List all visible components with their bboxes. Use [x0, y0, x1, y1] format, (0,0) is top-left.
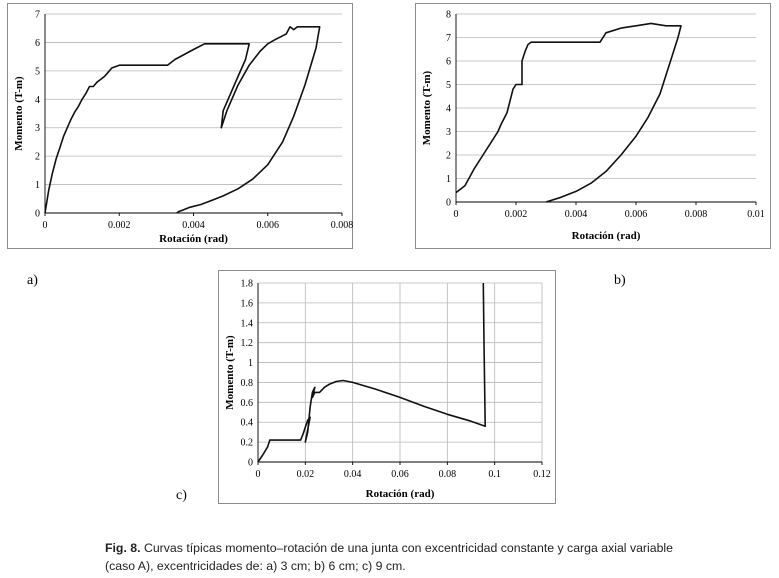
- x-axis-label: Rotación (rad): [159, 233, 228, 245]
- y-tick-label: 0.2: [240, 437, 253, 449]
- series-line: [45, 27, 320, 213]
- x-tick-label: 0: [255, 469, 261, 480]
- y-tick-label: 1: [446, 174, 451, 185]
- y-tick-label: 8: [446, 9, 451, 21]
- x-tick-label: 0.12: [533, 469, 551, 480]
- x-tick-label: 0.02: [296, 469, 315, 480]
- x-tick-label: 0.006: [256, 220, 279, 231]
- y-tick-label: 0.8: [240, 377, 253, 389]
- x-tick-label: 0.1: [488, 469, 501, 480]
- y-tick-label: 4: [35, 94, 40, 106]
- x-tick-label: 0: [42, 220, 48, 231]
- y-tick-label: 1.8: [240, 278, 253, 290]
- panel-letter-c: c): [176, 488, 187, 503]
- y-tick-label: 0.6: [240, 397, 253, 409]
- y-tick-label: 1: [35, 180, 40, 192]
- y-tick-label: 1.4: [240, 318, 253, 330]
- x-tick-label: 0.08: [438, 469, 457, 480]
- x-tick-label: 0.002: [504, 209, 528, 220]
- y-axis-label: Momento (T-m): [421, 70, 433, 146]
- x-tick-label: 0.006: [624, 209, 648, 220]
- caption-label: Fig. 8.: [105, 541, 141, 555]
- y-tick-label: 1.6: [240, 298, 253, 310]
- caption-text: Curvas típicas momento–rotación de una junta con excentricidad constante y carga axial variable (caso A), excentricidades de: a) 3 cm; b) 6 cm; c) 9 cm.: [105, 541, 674, 573]
- x-tick-label: 0.004: [182, 220, 205, 231]
- x-tick-label: 0.008: [330, 220, 354, 231]
- x-tick-label: 0.004: [564, 209, 588, 220]
- y-tick-label: 6: [446, 56, 451, 68]
- y-tick-label: 0: [35, 208, 40, 220]
- y-tick-label: 5: [35, 66, 40, 78]
- chart-panel-a: [7, 3, 353, 249]
- y-tick-label: 1.2: [240, 338, 253, 350]
- x-axis-label: Rotación (rad): [571, 230, 641, 242]
- chart-panel-b: [415, 3, 771, 249]
- y-axis-label: Momento (T-m): [13, 76, 25, 151]
- y-tick-label: 3: [35, 123, 40, 135]
- x-tick-label: 0: [453, 209, 459, 220]
- y-tick-label: 0: [248, 457, 253, 469]
- x-tick-label: 0.06: [391, 469, 409, 480]
- y-tick-label: 3: [446, 127, 451, 138]
- chart-a-svg: [8, 4, 354, 250]
- y-tick-label: 6: [35, 37, 40, 49]
- x-axis-label: Rotación (rad): [365, 488, 435, 500]
- y-tick-label: 1: [248, 358, 253, 370]
- y-tick-label: 0.4: [240, 417, 253, 429]
- y-tick-label: 2: [446, 150, 451, 162]
- y-tick-label: 0: [446, 197, 451, 209]
- panel-letter-b: b): [614, 273, 626, 288]
- figure-caption: [105, 539, 705, 575]
- y-tick-label: 7: [35, 9, 40, 21]
- chart-c-svg: [219, 271, 557, 505]
- chart-b-svg: [416, 4, 772, 250]
- x-tick-label: 0.008: [684, 209, 708, 220]
- y-tick-label: 2: [35, 151, 40, 163]
- series-line: [456, 23, 681, 202]
- x-tick-label: 0.002: [108, 220, 131, 231]
- y-tick-label: 7: [446, 33, 451, 44]
- y-axis-label: Momento (T-m): [224, 335, 236, 410]
- chart-panel-c: [218, 270, 556, 504]
- x-tick-label: 0.04: [343, 469, 362, 480]
- x-tick-label: 0.01: [747, 209, 765, 220]
- panel-letter-a: a): [27, 273, 38, 288]
- y-tick-label: 5: [446, 80, 451, 91]
- series-line: [258, 283, 485, 462]
- y-tick-label: 4: [446, 103, 451, 115]
